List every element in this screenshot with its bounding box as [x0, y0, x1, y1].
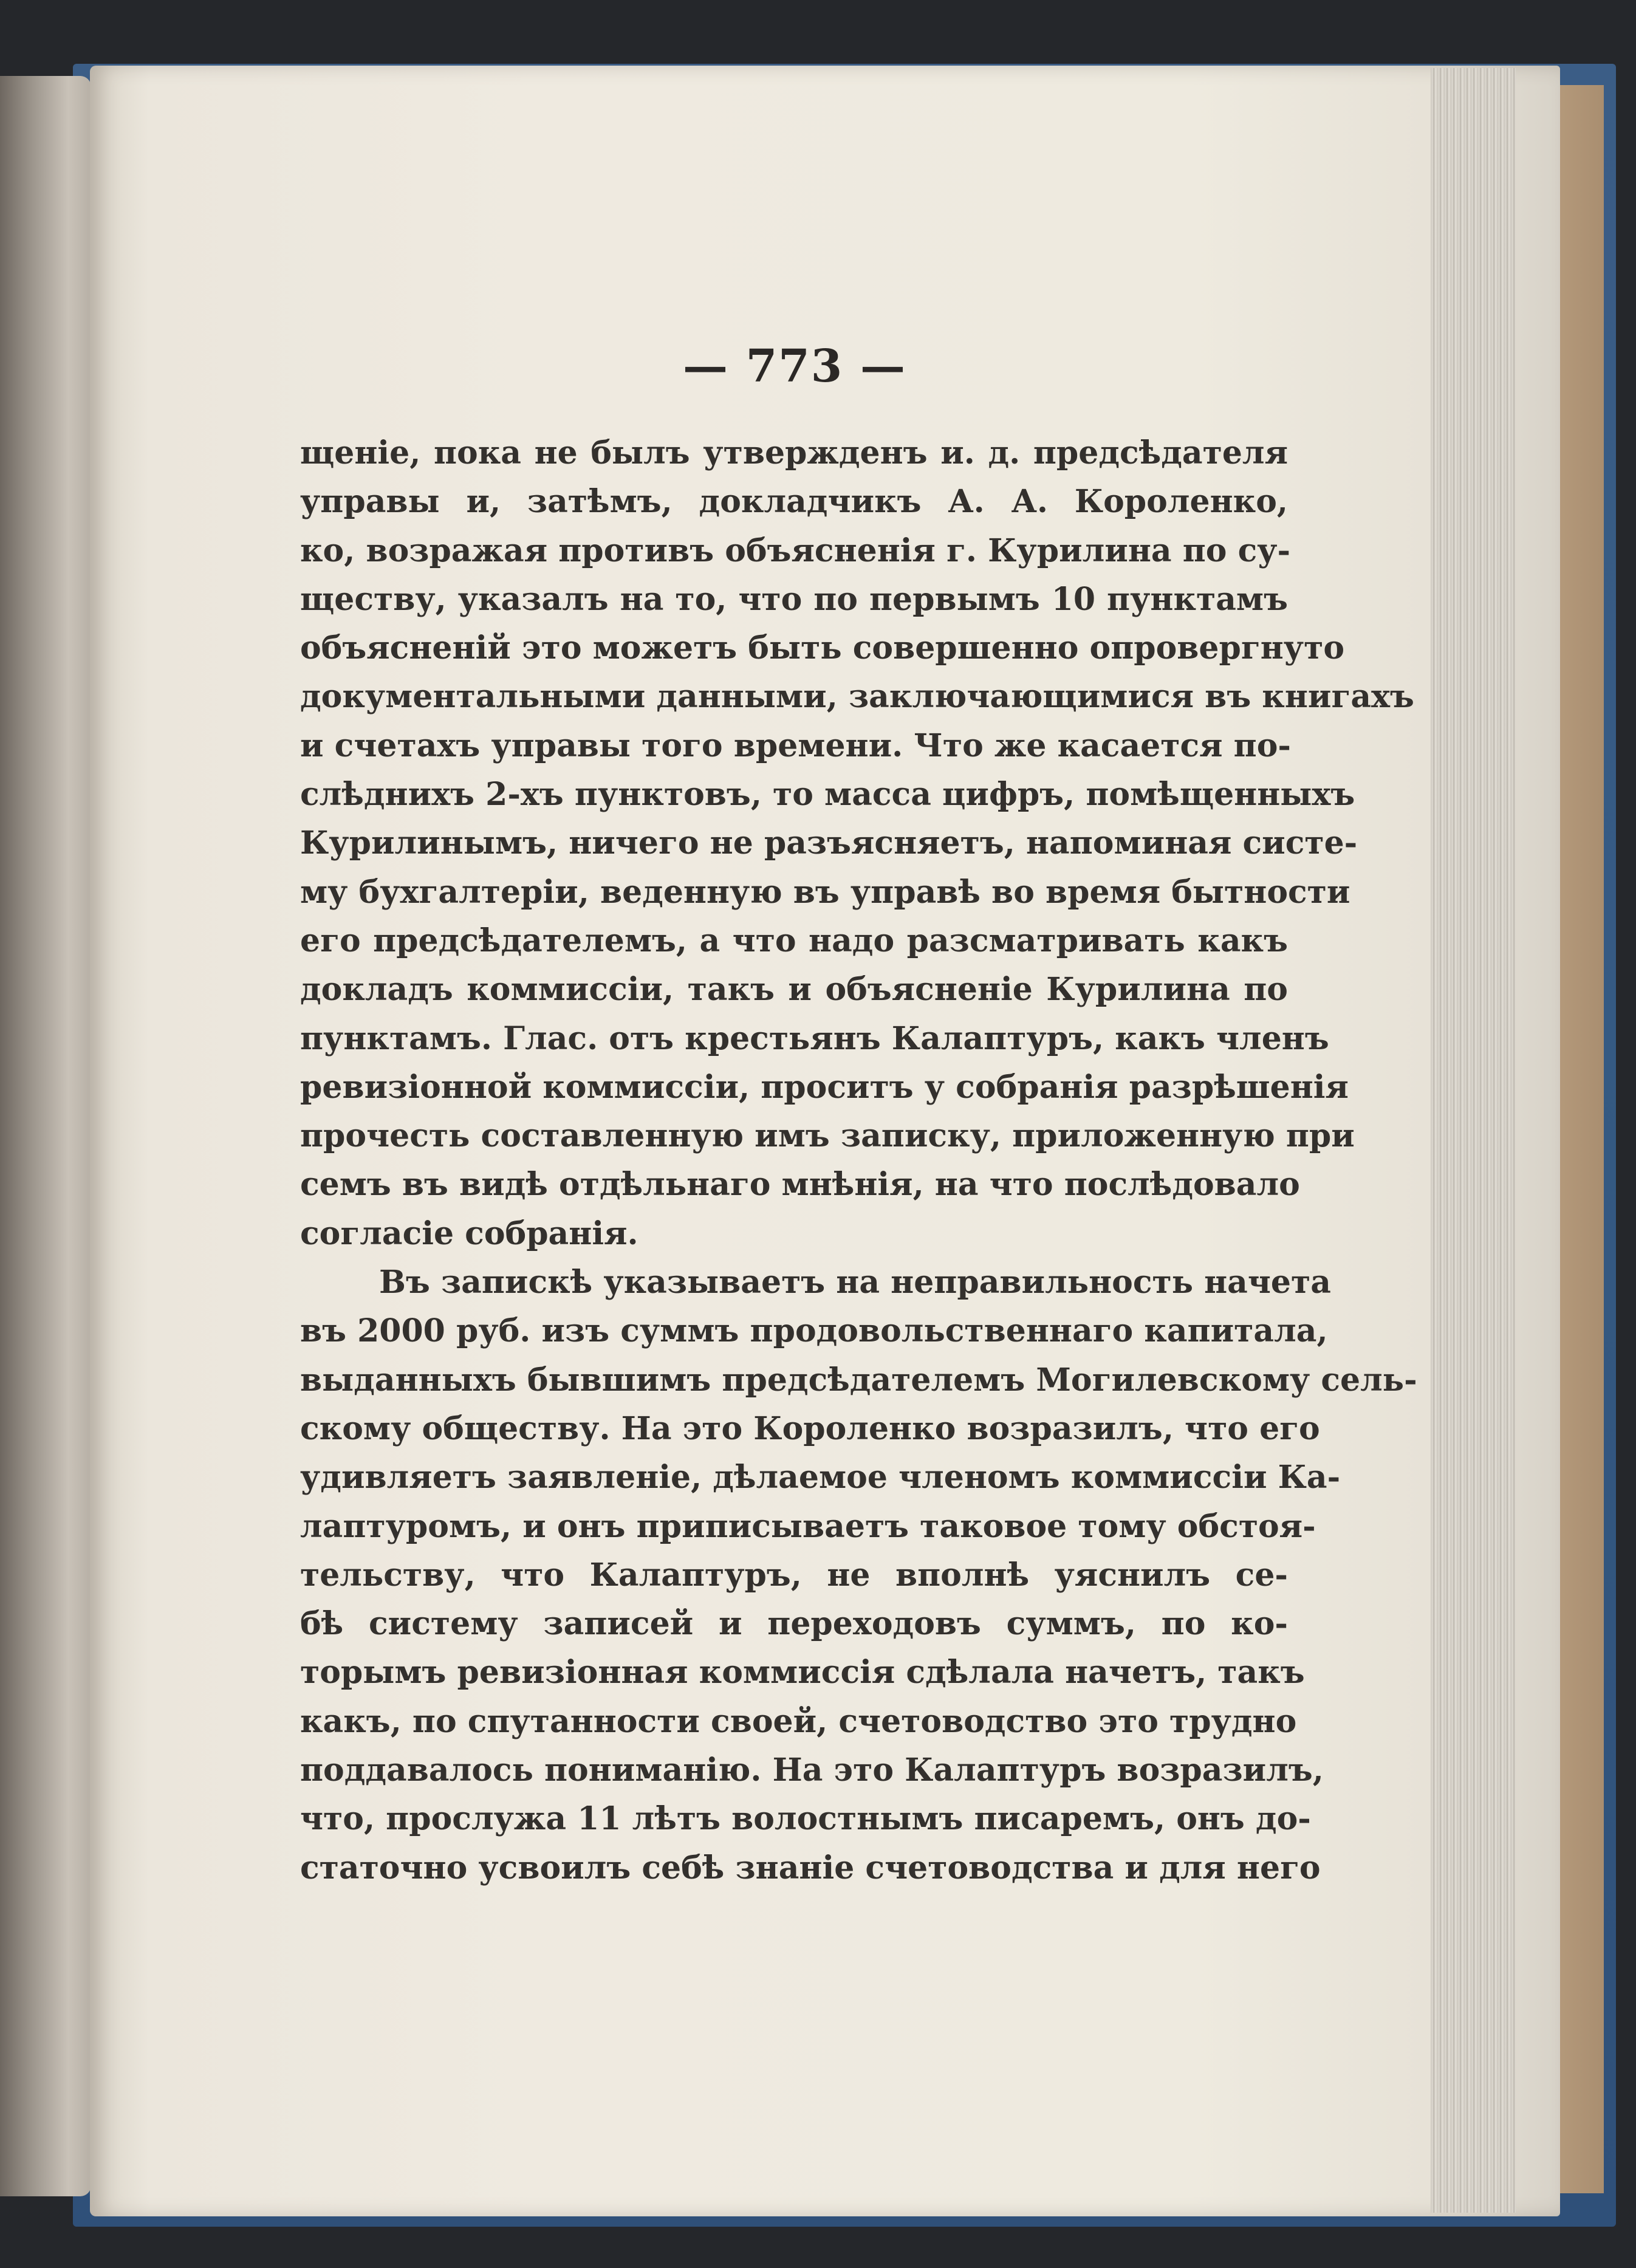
text-line: му бухгалтеріи, веденную въ управѣ во время бытности [300, 873, 1350, 911]
text-line: прочесть составленную имъ записку, приложенную при [300, 1117, 1355, 1155]
text-line: торымъ ревизіонная коммиссія сдѣлала начетъ, такъ [300, 1654, 1305, 1691]
left-facing-page [0, 76, 91, 2196]
text-line: что, прослужа 11 лѣтъ волостнымъ писаремъ, онъ до- [300, 1800, 1311, 1838]
text-line: пунктамъ. Глас. отъ крестьянъ Калаптуръ, какъ членъ [300, 1019, 1329, 1057]
text-line: статочно усвоилъ себѣ знаніе счетоводства и для него [300, 1849, 1321, 1886]
text-line: какъ, по спутанности своей, счетоводство это трудно [300, 1702, 1297, 1740]
text-line: и счетахъ управы того времени. Что же касается по- [300, 727, 1291, 764]
text-line: лаптуромъ, и онъ приписываетъ таковое тому обстоя- [300, 1507, 1316, 1545]
page-number: — 773 — [683, 340, 906, 392]
text-line: скому обществу. На это Короленко возразилъ, что его [300, 1410, 1320, 1447]
page-edges [1431, 68, 1516, 2213]
paragraph-end-line: согласіе собранія. [300, 1215, 638, 1252]
text-line: тельству, что Калаптуръ, не вполнѣ уяснилъ се- [300, 1556, 1288, 1594]
text-line: слѣднихъ 2-хъ пунктовъ, то масса цифръ, помѣщенныхъ [300, 776, 1355, 814]
text-line: Курилинымъ, ничего не разъясняетъ, напоминая систе- [300, 824, 1358, 862]
text-line: выданныхъ бывшимъ предсѣдателемъ Могилевскому сель- [300, 1361, 1417, 1399]
text-line: бѣ систему записей и переходовъ суммъ, по ко- [300, 1605, 1288, 1643]
text-line: щеніе, пока не былъ утвержденъ и. д. предсѣдателя [300, 434, 1288, 471]
text-line: его предсѣдателемъ, а что надо разсматривать какъ [300, 922, 1288, 959]
text-line: докладъ коммиссіи, такъ и объясненіе Курилина по [300, 971, 1288, 1009]
text-line: ко, возражая противъ объясненія г. Курилина по су- [300, 532, 1291, 569]
text-line: удивляетъ заявленіе, дѣлаемое членомъ коммиссіи Ка- [300, 1459, 1341, 1496]
text-line: поддавалось пониманію. На это Калаптуръ возразилъ, [300, 1752, 1324, 1789]
book-page [90, 66, 1560, 2216]
page-text [300, 429, 1417, 1893]
text-line: документальными данными, заключающимися въ книгахъ [300, 678, 1414, 716]
text-line: объясненій это можетъ быть совершенно опровергнуто [300, 629, 1344, 667]
text-line: управы и, затѣмъ, докладчикъ А. А. Короленко, [300, 483, 1288, 521]
text-line: въ 2000 руб. изъ суммъ продовольственнаго капитала, [300, 1312, 1328, 1350]
text-line: ревизіонной коммиссіи, проситъ у собранія разрѣшенія [300, 1068, 1349, 1106]
text-line: семъ въ видѣ отдѣльнаго мнѣнія, на что послѣдовало [300, 1166, 1300, 1204]
text-line: ществу, указалъ на то, что по первымъ 10 пунктамъ [300, 580, 1288, 618]
paragraph-start-line: Въ запискѣ указываетъ на неправильность начета [379, 1264, 1331, 1301]
